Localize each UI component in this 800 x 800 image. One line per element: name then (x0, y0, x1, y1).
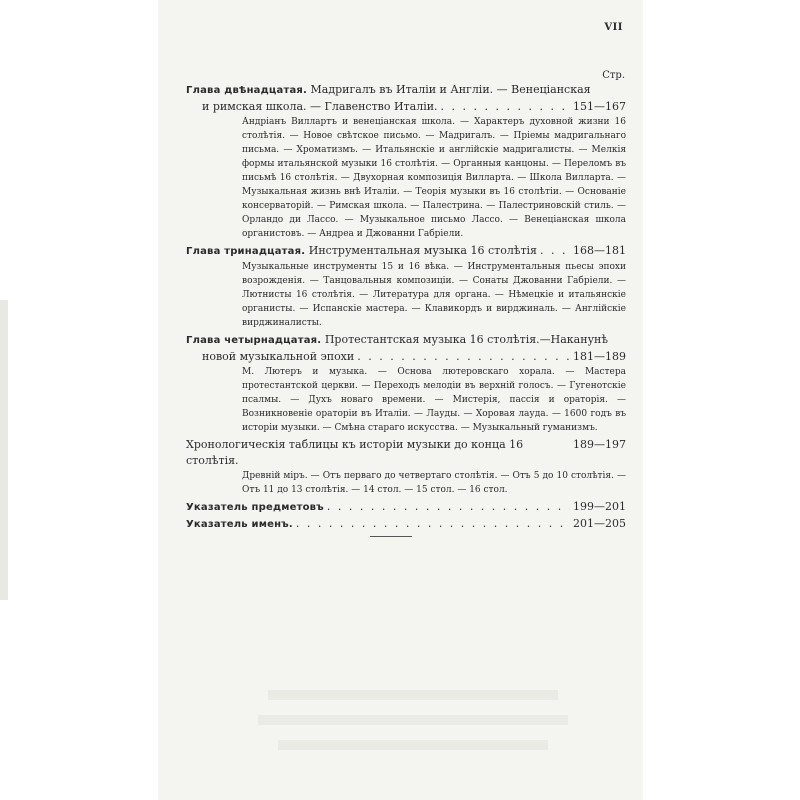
chapter-title: Мадригалъ въ Италіи и Англіи. — Венеціанская (310, 83, 591, 96)
pages-column-label: Стр. (602, 70, 625, 81)
chronology-summary: Древній міръ. — Отъ перваго до четвертаго столѣтія. — Отъ 5 до 10 столѣтія. — Отъ 11 до 13 столѣтія. — 14 стол. — 15 стол. — 16 стол. (242, 471, 626, 495)
bleed-through-text (278, 740, 548, 750)
bleed-through-text (258, 715, 568, 725)
toc-entry-subject-index[interactable] (186, 499, 626, 516)
chronology-title: Хронологическія таблицы къ исторіи музыки до конца 16 столѣтія. (186, 438, 524, 467)
chapter-summary: Музыкальные инструменты 15 и 16 вѣка. — Инструментальныя пьесы эпохи возрожденія. — Танцовальныя композиціи. — Сонаты Джованни Габріели. — Лютнисты 16 столѣтія. — Литература для органа. — Нѣмецкіе и итальянскіе органисты. — Испанскіе мастера. — Клавикордъ и вирджиналь. — Англійскіе вирджиналисты. (242, 262, 626, 328)
page-range: 168—181 (573, 244, 626, 257)
toc-entry-names-index[interactable] (186, 516, 626, 533)
dot-leader (296, 516, 570, 532)
chapter-title: Протестантская музыка 16 столѣтія.—Наканунѣ (324, 333, 609, 346)
dot-leader (327, 499, 570, 515)
dot-leader (357, 349, 570, 365)
table-of-contents (186, 68, 626, 533)
toc-entry-chapter-13[interactable] (186, 243, 626, 260)
page-shadow (0, 300, 8, 600)
page-range: 201—205 (573, 517, 626, 530)
names-index-label: Указатель именъ. (186, 519, 293, 530)
toc-entry-chapter-12[interactable] (186, 68, 626, 115)
dot-leader (441, 99, 570, 115)
chapter-title: Инструментальная музыка 16 столѣтія (308, 244, 538, 257)
chapter-label: Глава тринадцатая. (186, 246, 306, 257)
page-range: 189—197 (573, 438, 626, 451)
chapter-title-continued: новой музыкальной эпохи (202, 350, 355, 363)
page-range: 181—189 (573, 350, 626, 363)
page-range: 151—167 (573, 100, 626, 113)
dot-leader (540, 243, 570, 259)
subject-index-label: Указатель предметовъ (186, 502, 324, 513)
closing-rule (370, 536, 412, 537)
chapter-title-continued: и римская школа. — Главенство Италіи. (202, 100, 438, 113)
chapter-label: Глава двѣнадцатая. (186, 85, 308, 96)
page-range: 199—201 (573, 500, 626, 513)
toc-entry-chapter-14[interactable] (186, 332, 626, 365)
book-page (158, 0, 643, 800)
toc-entry-chronology[interactable] (186, 437, 626, 469)
bleed-through-text (268, 690, 558, 700)
chapter-label: Глава четырнадцатая. (186, 335, 322, 346)
chapter-summary: Андріанъ Виллартъ и венеціанская школа. — Характеръ духовной жизни 16 столѣтія. — Новое свѣтское письмо. — Мадригалъ. — Пріемы мадригальнаго письма. — Хроматизмъ. — Итальянскіе и англійскіе мадригалисты. — Мелкія формы итальянской музыки 16 столѣтія. — Органныя канцоны. — Переломъ въ письмѣ 16 столѣтія. — Двухорная композиція Вилларта. — Школа Вилларта. — Музыкальная жизнь внѣ Италіи. — Теорія музыки въ 16 столѣтіи. — Основаніе консерваторій. — Римская школа. — Палестрина. — Палестриновскій стиль. — Орландо ди Лассо. — Музыкальное письмо Лассо. — Венеціанская школа органистовъ. — Андреа и Джованни Габріели. (242, 117, 626, 239)
chapter-summary: М. Лютеръ и музыка. — Основа лютеровскаго хорала. — Мастера протестантской церкви. — Переходъ мелодіи въ верхній голосъ. — Гугенотскіе псалмы. — Духъ новаго времени. — Мистерія, пассія и ораторія. — Возникновеніе ораторіи въ Италіи. — Лауды. — Хоровая лауда. — 1600 годъ въ исторіи музыки. — Смѣна стараго искусства. — Музыкальный гуманизмъ. (242, 367, 626, 433)
page-number: VII (604, 22, 623, 33)
